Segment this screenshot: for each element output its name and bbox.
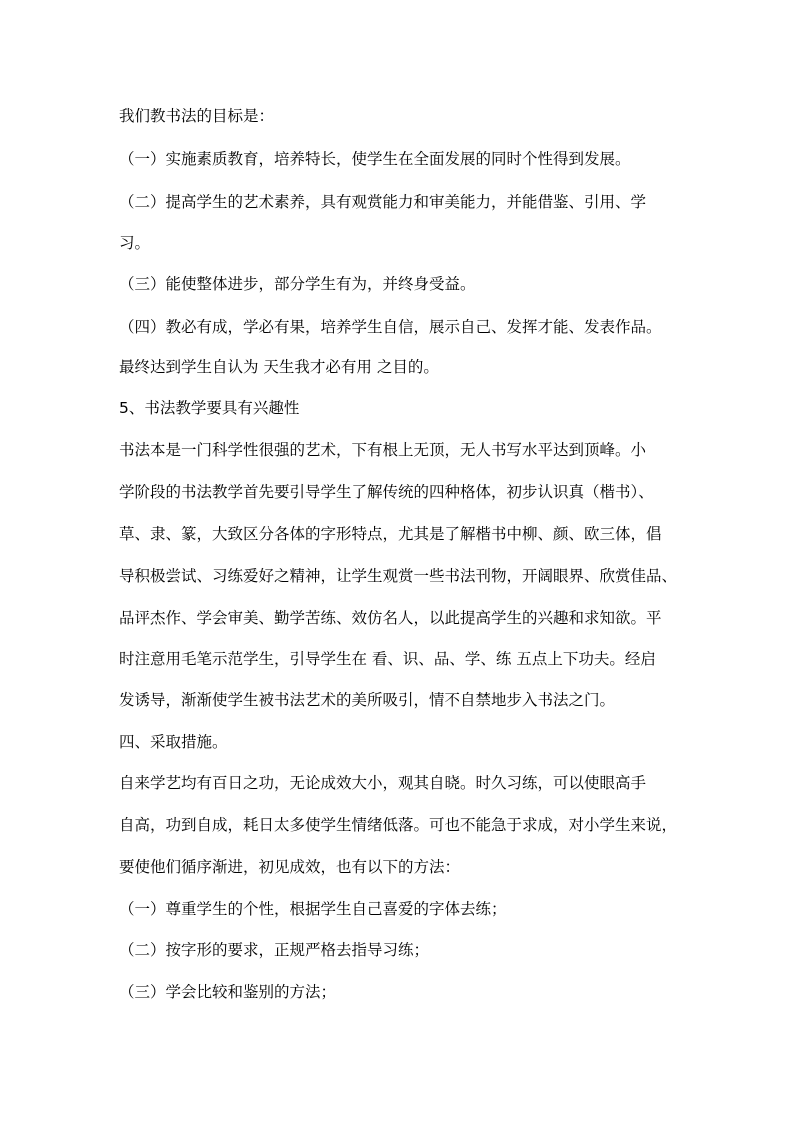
method-item-2: （二）按字形的要求，正规严格去指导习练；: [119, 941, 430, 959]
method-item-1: （一）尊重学生的个性，根据学生自己喜爱的字体去练；: [119, 900, 507, 918]
paragraph-measures-line-3: 要使他们循序渐进，初见成效，也有以下的方法：: [119, 858, 461, 876]
paragraph-interest-line-3: 草、隶、篆，大致区分各体的字形特点，尤其是了解楷书中柳、颜、欧三体，倡: [119, 525, 662, 543]
method-item-3: （三）学会比较和鉴别的方法；: [119, 983, 337, 1001]
paragraph-interest-line-7: 发诱导，渐渐使学生被书法艺术的美所吸引，情不自禁地步入书法之门。: [119, 691, 616, 709]
goal-heading: 我们教书法的目标是：: [119, 107, 275, 125]
paragraph-interest-line-5: 品评杰作、学会审美、勤学苦练、效仿名人，以此提高学生的兴趣和求知欲。平: [119, 609, 662, 627]
goal-item-1: （一）实施素质教育，培养特长，使学生在全面发展的同时个性得到发展。: [119, 150, 631, 168]
section-4-heading: 四、采取措施。: [119, 733, 228, 751]
paragraph-interest-line-6: 时注意用毛笔示范学生，引导学生在 看、识、品、学、练 五点上下功夫。经启: [119, 650, 656, 668]
paragraph-interest-line-4: 导积极尝试、习练爱好之精神，让学生观赏一些书法刊物，开阔眼界、欣赏佳品、: [119, 567, 678, 585]
paragraph-interest-line-1: 书法本是一门科学性很强的艺术，下有根上无顶，无人书写水平达到顶峰。小: [119, 441, 647, 459]
goal-item-2-line-1: （二）提高学生的艺术素养，具有观赏能力和审美能力，并能借鉴、引用、学: [119, 193, 647, 211]
paragraph-measures-line-1: 自来学艺均有百日之功，无论成效大小，观其自晓。时久习练，可以使眼高手: [119, 774, 647, 792]
goal-item-4-line-2: 最终达到学生自认为 天生我才必有用 之目的。: [119, 358, 439, 376]
goal-item-4-line-1: （四）教必有成，学必有果，培养学生自信，展示自己、发挥才能、发表作品。: [119, 318, 662, 336]
paragraph-interest-line-2: 学阶段的书法教学首先要引导学生了解传统的四种格体，初步认识真（楷书）、: [119, 483, 654, 501]
paragraph-measures-line-2: 自高，功到自成，耗日太多使学生情绪低落。可也不能急于求成，对小学生来说，: [119, 816, 678, 834]
goal-item-2-line-2: 习。: [119, 234, 151, 252]
goal-item-3: （三）能使整体进步，部分学生有为，并终身受益。: [119, 275, 476, 293]
section-5-heading: 5、书法教学要具有兴趣性: [119, 399, 300, 417]
